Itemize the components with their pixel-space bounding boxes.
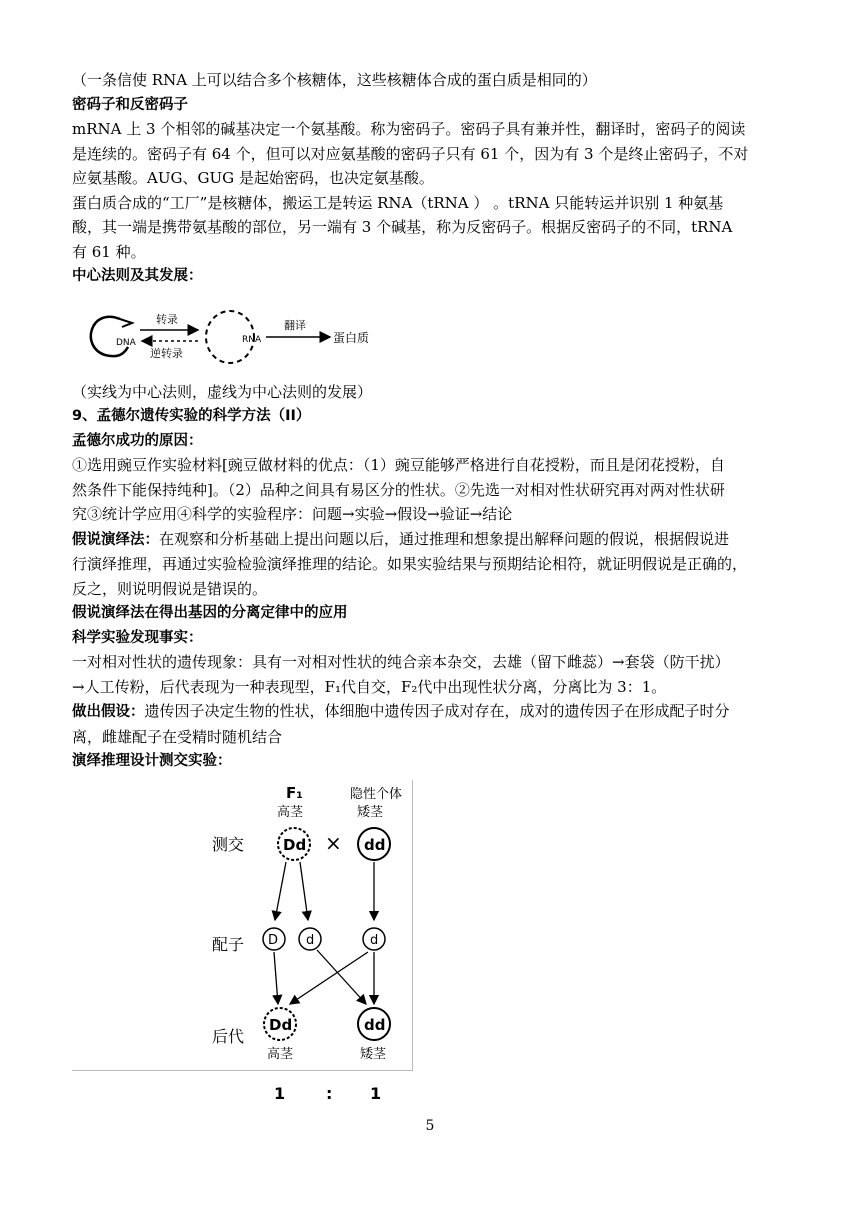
heading-facts: 科学实验发现事实：: [72, 629, 203, 646]
offspring-dd-dwarf: dd: [364, 1015, 386, 1034]
row-offspring-label: 后代: [212, 1026, 245, 1046]
cross-symbol: ×: [325, 830, 342, 855]
heading-codon: 密码子和反密码子: [72, 96, 188, 113]
gamete-d-recessive: d: [306, 932, 315, 948]
heading-application: 假说演绎法在得出基因的分离定律中的应用: [72, 605, 348, 621]
text-line: [72, 699, 792, 725]
ratio-left: 1: [274, 1084, 286, 1103]
central-dogma-figure: [80, 297, 380, 372]
text-line: （实线为中心法则，虚线为中心法则的发展）: [72, 382, 373, 401]
testcross-figure: [72, 780, 413, 1071]
text-line: （一条信使 RNA 上可以结合多个核糖体，这些核糖体合成的蛋白质是相同的）: [72, 71, 597, 89]
text-line: 究③统计学应用④科学的实验程序：问题→实验→假设→验证→结论: [72, 505, 513, 523]
gamete-d-parent2: d: [370, 932, 379, 948]
gamete-d-dominant: D: [268, 932, 279, 948]
text-span: 遗传因子决定生物的性状，体细胞中遗传因子成对存在，成对的遗传因子在形成配子时分: [144, 702, 730, 720]
f1-phenotype: 高茎: [277, 804, 304, 820]
parent-dd-recessive: dd: [364, 835, 386, 854]
f1-label: F₁: [286, 783, 303, 802]
text-line: 一对相对性状的遗传现象：具有一对相对性状的纯合亲本杂交，去雄（留下雌蕊）→套袋（防干扰）: [72, 653, 730, 671]
heading-success-reasons: 孟德尔成功的原因：: [72, 432, 203, 449]
heading-testcross: 演绎推理设计测交实验：: [72, 753, 232, 769]
translation-label: 翻译: [284, 318, 306, 332]
text-line: →人工传粉，后代表现为一种表现型，F₁代自交，F₂代中出现性状分离，分离比为 3：1。: [72, 677, 667, 696]
heading-mendel: 9、孟德尔遗传实验的科学方法（II）: [72, 408, 311, 424]
ratio-right: 1: [370, 1084, 382, 1103]
heading-central-dogma: 中心法则及其发展：: [72, 268, 203, 284]
reverse-transcription-label: 逆转录: [150, 346, 183, 360]
recessive-title: 隐性个体: [350, 786, 403, 802]
ratio-row: [72, 1084, 412, 1106]
text-line: 然条件下能保持纯种]。（2）品种之间具有易区分的性状。②先选一对相对性状研究再对两对性状研: [72, 480, 725, 499]
text-line: 离，雌雄配子在受精时随机结合: [72, 727, 283, 746]
recessive-phenotype: 矮茎: [357, 804, 384, 820]
text-line: 反之，则说明假说是错误的。: [72, 579, 268, 598]
protein-label: 蛋白质: [333, 330, 370, 345]
text-line: 应氨基酸。AUG、GUG 是起始密码，也决定氨基酸。: [72, 169, 434, 187]
dna-label: DNA: [116, 337, 136, 348]
text-line: 行演绎推理，再通过实验检验演绎推理的结论。如果实验结果与预期结论相符，就证明假说是正确的，: [72, 555, 748, 573]
text-line: mRNA 上 3 个相邻的碱基决定一个氨基酸。称为密码子。密码子具有兼并性，翻译时，密码子的阅读: [72, 120, 746, 138]
row-gamete-label: 配子: [212, 934, 245, 954]
ratio-colon: :: [326, 1084, 333, 1103]
row-cross-label: 测交: [212, 834, 245, 854]
text-span: 在观察和分析基础上提出问题以后，通过推理和想象提出解释问题的假说，根据假说进: [159, 529, 730, 548]
offspring-dd-tall: Dd: [269, 1015, 293, 1034]
transcription-label: 转录: [156, 312, 178, 326]
text-line: [72, 527, 792, 553]
text-line: 蛋白质合成的“工厂”是核糖体，搬运工是转运 RNA（tRNA ） 。tRNA 只能转运并识别 1 种氨基: [72, 193, 724, 212]
term-hypothesis-deduction: 假说演绎法：: [72, 531, 159, 548]
central-dogma-diagram: [80, 297, 380, 372]
text-line: ①选用豌豆作实验材料[豌豆做材料的优点：（1）豌豆能够严格进行自花授粉，而且是闭花授粉，自: [72, 456, 725, 474]
text-line: 是连续的。密码子有 64 个，但可以对应氨基酸的密码子只有 61 个，因为有 3 个是终止密码子，不对: [72, 144, 749, 163]
text-line: 酸，其一端是携带氨基酸的部位，另一端有 3 个碱基，称为反密码子。根据反密码子的不同，tRNA: [72, 218, 733, 236]
offspring-dwarf-phenotype: 矮茎: [360, 1046, 387, 1062]
text-line: 有 61 种。: [72, 242, 146, 261]
term-hypothesis: 做出假设：: [72, 704, 145, 720]
document-page: [72, 68, 792, 1071]
testcross-diagram: [72, 780, 412, 1070]
rna-label: RNA: [242, 334, 262, 345]
offspring-tall-phenotype: 高茎: [267, 1046, 294, 1062]
page-number: 5: [425, 1118, 435, 1134]
parent-dd-heterozygous: Dd: [283, 835, 307, 854]
